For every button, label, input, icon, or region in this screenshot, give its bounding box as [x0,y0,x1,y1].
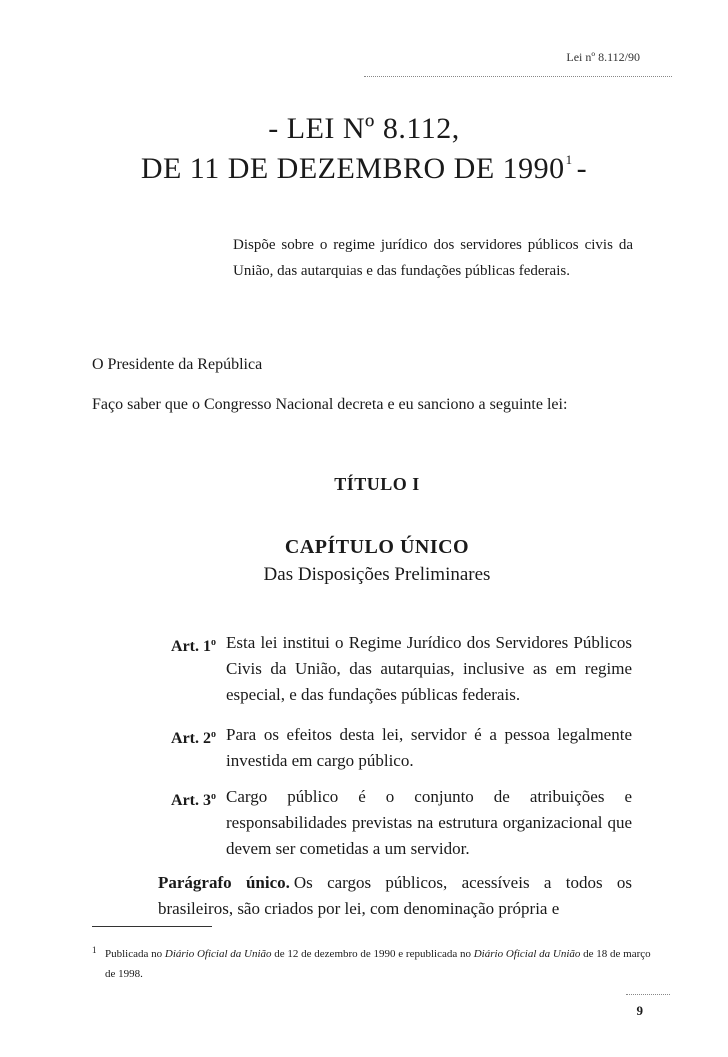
article-text: Para os efeitos desta lei, servidor é a pessoa legalmente investida em cargo público. [226,725,632,770]
article-2 [152,722,632,774]
preamble-line2: Faço saber que o Congresso Nacional decreta e eu sanciono a seguinte lei: [92,396,568,413]
footnote [92,944,652,984]
paragrafo-label: Parágrafo único. [158,873,290,892]
law-title-date: DE 11 DE DEZEMBRO DE 1990 [140,152,565,185]
preamble-line1: O Presidente da República [92,356,263,373]
page-number: 9 [636,1003,643,1018]
paragrafo-unico [158,870,632,922]
article-text: Esta lei institui o Regime Jurídico dos Servidores Públicos Civis da União, das autarquias, inclusive as em regime especial, e das fundações públicas federais. [226,633,632,704]
ementa: Dispõe sobre o regime jurídico dos servidores públicos civis da União, das autarquias e das fundações públicas federais. [233,237,633,279]
article-label: Art. 1$^o$ [171,637,216,655]
footer-rule [626,994,670,995]
titulo-heading: TÍTULO I [334,474,420,494]
article-3 [152,784,632,862]
footnote-mark: 1 [92,945,97,955]
header-rule [364,76,672,77]
article-text: Cargo público é o conjunto de atribuições e responsabilidades previstas na estrutura organizacional que devem ser cometidas a um servidor. [226,787,632,858]
footnote-text: Publicada no Diário Oficial da União de 12 de dezembro de 1990 e republicada no Diário Oficial da União de 18 de março de 1998. [105,948,651,980]
law-title-line1: - LEI Nº 8.112, [268,112,460,145]
law-title-line2 [0,152,728,186]
article-label: Art. 3$^o$ [171,791,216,809]
article-1 [152,630,632,708]
running-header: Lei nº 8.112/90 [566,50,640,64]
footnote-rule [92,926,212,927]
article-label: Art. 2$^o$ [171,729,216,747]
paragrafo-text: Os cargos públicos, acessíveis a todos os brasileiros, são criados por lei, com denominação própria e [158,873,632,918]
capitulo-subheading: Das Disposições Preliminares [263,564,491,585]
law-title-dash: - [576,152,588,185]
footnote-reference[interactable]: 1 [565,152,573,167]
capitulo-heading: CAPÍTULO ÚNICO [284,536,470,558]
